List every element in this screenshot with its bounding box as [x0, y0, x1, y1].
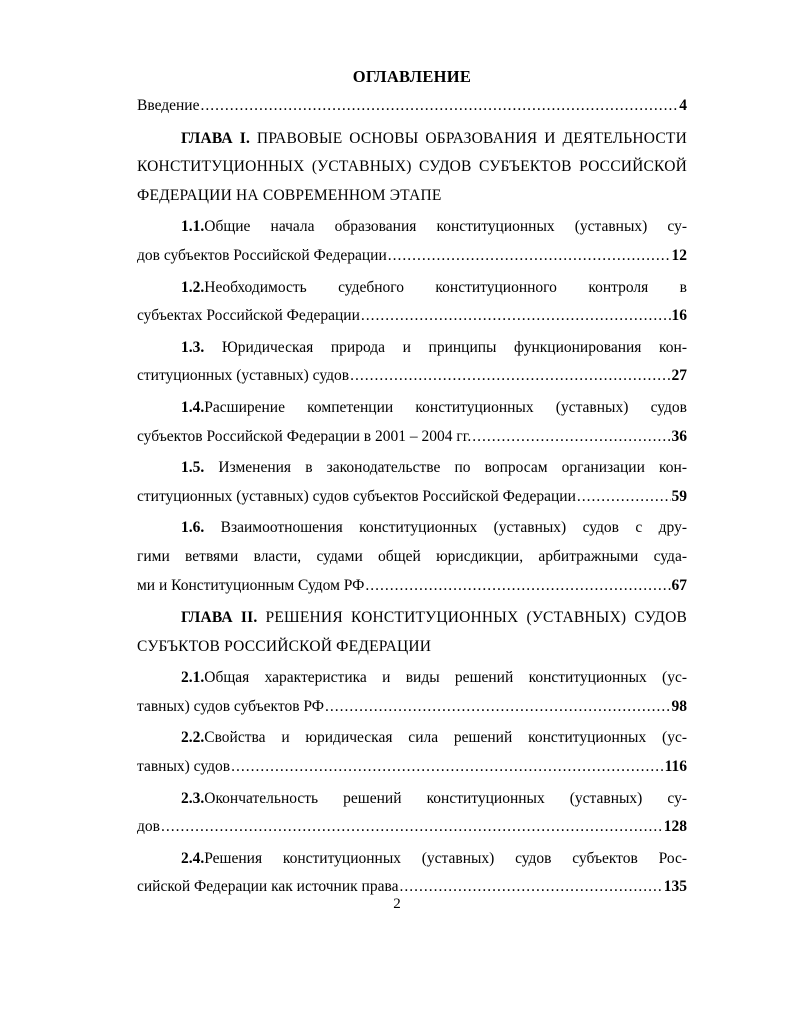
chapter-heading-2: [137, 604, 687, 661]
chapter-number: ГЛАВА II.: [181, 609, 258, 627]
section-number: 1.4.: [181, 398, 205, 416]
section-title-line: гими ветвями власти, судами общей юрисдикции, арбитражными суда-: [137, 547, 687, 565]
toc-title: ОГЛАВЛЕНИЕ: [352, 67, 472, 86]
toc-entry-2-1: [137, 664, 687, 721]
section-title-end: субъектах Российской Федерации: [137, 307, 360, 325]
toc-entry-intro: [137, 92, 687, 121]
toc-entry-1-5: [137, 454, 687, 511]
dot-leader: [472, 423, 670, 452]
dot-leader: [388, 242, 671, 271]
toc-entry-2-2: [137, 724, 687, 781]
section-title-end: ми и Конституционным Судом РФ: [137, 576, 365, 594]
section-title-end: субъектов Российской Федерации в 2001 – 2004 гг.: [137, 427, 472, 445]
section-number: 2.3.: [181, 789, 205, 807]
dot-leader: [161, 813, 663, 842]
toc-entry-label: Введение: [137, 97, 200, 114]
toc-entry-2-4: [137, 845, 687, 902]
toc-entry-1-1: [137, 213, 687, 270]
toc-entry-page: 135: [663, 878, 687, 896]
section-title-end: тавных) судов субъектов РФ: [137, 697, 324, 715]
toc-entry-1-6: [137, 514, 687, 600]
chapter-heading-1: [137, 125, 687, 211]
section-title-line: Изменения в законодательстве по вопросам организации кон-: [204, 459, 687, 477]
section-title-line: Общие начала образования конституционных (уставных) су-: [204, 218, 687, 236]
dot-leader: [365, 572, 670, 601]
section-title-end: сийской Федерации как источник права: [137, 878, 399, 896]
section-title-end: тавных) судов: [137, 758, 231, 776]
dot-leader: [325, 693, 671, 722]
table-of-contents: [137, 62, 687, 905]
section-title-line: Необходимость судебного конституционного контроля в: [204, 278, 687, 296]
toc-entry-2-3: [137, 785, 687, 842]
section-number: 2.1.: [181, 669, 205, 687]
section-title-end: дов: [137, 818, 160, 836]
dot-leader: [350, 362, 670, 391]
toc-entry-page: 116: [664, 758, 687, 776]
toc-entry-page: 67: [671, 576, 687, 594]
toc-entry-page: 27: [671, 367, 687, 385]
dot-leader: [231, 753, 664, 782]
section-number: 2.4.: [181, 849, 205, 867]
section-title-end: ституционных (уставных) судов: [137, 367, 350, 385]
section-title-end: дов субъектов Российской Федерации: [137, 246, 387, 264]
toc-entry-page: 59: [671, 487, 687, 505]
section-title-line: Окончательность решений конституционных (уставных) су-: [204, 789, 687, 807]
section-title-line: Юридическая природа и принципы функционирования кон-: [204, 338, 687, 356]
section-title-line: Решения конституционных (уставных) судов субъектов Рос-: [204, 849, 687, 867]
section-number: 2.2.: [181, 729, 205, 747]
toc-entry-page: 12: [671, 246, 687, 264]
section-title-end: ституционных (уставных) судов субъектов Российской Федерации: [137, 487, 576, 505]
toc-entry-page: 128: [663, 818, 687, 836]
section-title-line: Общая характеристика и виды решений конституционных (ус-: [204, 669, 687, 687]
section-number: 1.6.: [181, 519, 205, 537]
page-number: 2: [393, 896, 401, 912]
toc-entry-page: 16: [671, 307, 687, 325]
dot-leader: [361, 302, 671, 331]
section-number: 1.5.: [181, 459, 205, 477]
section-number: 1.1.: [181, 218, 205, 236]
section-title-line: Свойства и юридическая сила решений конституционных (ус-: [204, 729, 687, 747]
dot-leader: [577, 483, 671, 512]
section-number: 1.2.: [181, 278, 205, 296]
section-number: 1.3.: [181, 338, 205, 356]
dot-leader: [200, 92, 678, 121]
chapter-title: РЕШЕНИЯ КОНСТИТУЦИОННЫХ (УСТАВНЫХ) СУДОВ СУБЪКТОВ РОССИЙСКОЙ ФЕДЕРАЦИИ: [137, 609, 688, 655]
toc-entry-page: 4: [679, 97, 687, 114]
toc-entry-1-3: [137, 334, 687, 391]
toc-entry-page: 36: [671, 427, 687, 445]
chapter-title: ПРАВОВЫЕ ОСНОВЫ ОБРАЗОВАНИЯ И ДЕЯТЕЛЬНОСТИ КОНСТИТУЦИОННЫХ (УСТАВНЫХ) СУДОВ СУБЪЕКТОВ РОССИЙСКОЙ ФЕДЕРАЦИИ НА СОВРЕМЕННОМ ЭТАПЕ: [137, 129, 687, 204]
chapter-number: ГЛАВА I.: [181, 129, 251, 147]
section-title-line: Взаимоотношения конституционных (уставных) судов с дру-: [204, 519, 687, 537]
section-title-line: Расширение компетенции конституционных (уставных) судов: [204, 398, 687, 416]
toc-entry-page: 98: [671, 697, 687, 715]
toc-entry-1-4: [137, 394, 687, 451]
toc-entry-1-2: [137, 274, 687, 331]
